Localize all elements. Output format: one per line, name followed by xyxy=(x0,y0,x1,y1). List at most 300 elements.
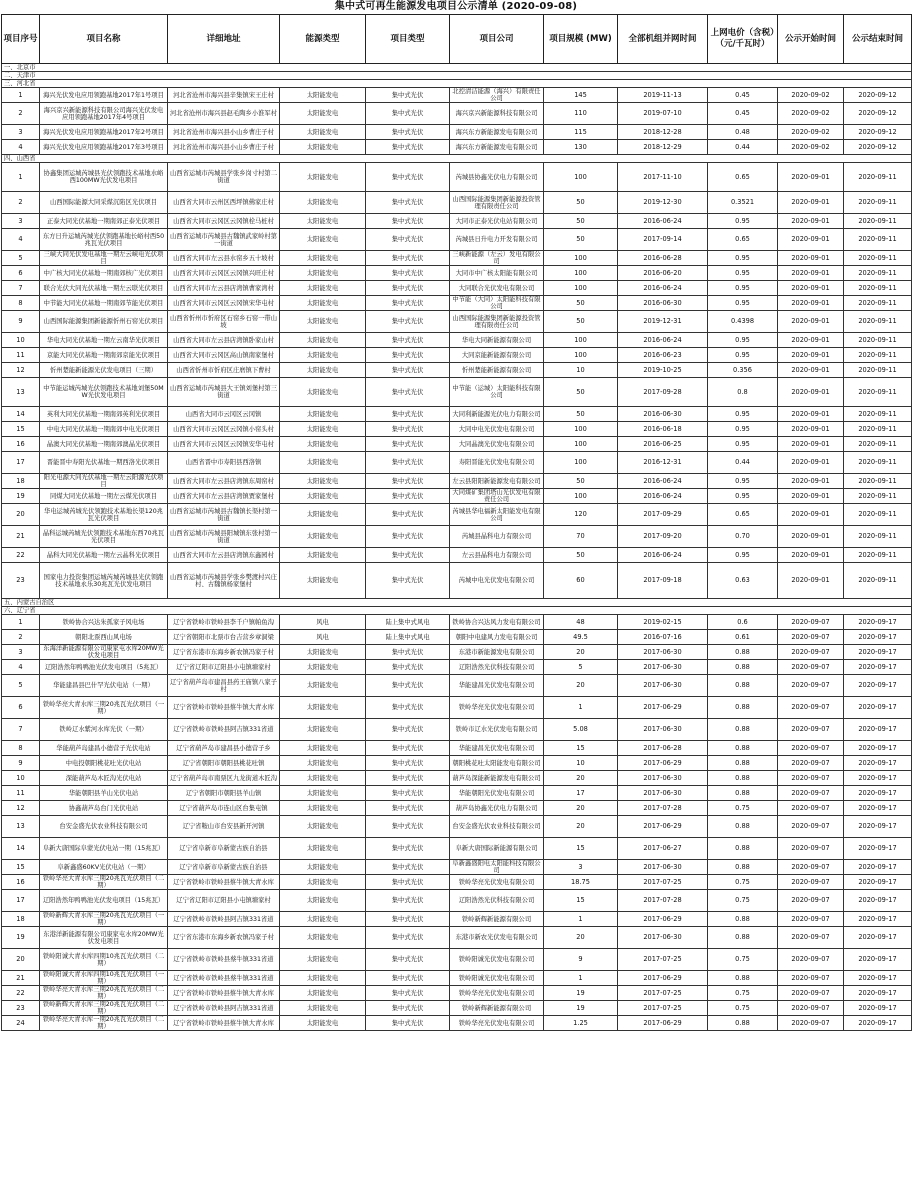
cell-mw: 100 xyxy=(544,422,618,437)
cell-no: 18 xyxy=(2,912,40,927)
cell-grid: 2017-07-28 xyxy=(618,890,708,912)
cell-addr: 山西省运城市芮城县学张乡岗寸村第二街道 xyxy=(168,163,280,192)
cell-company: 芮城县华电福新太阳能发电有限公司 xyxy=(450,504,544,526)
cell-end: 2020-09-11 xyxy=(844,437,912,452)
cell-energy: 太阳能发电 xyxy=(280,927,366,949)
cell-energy: 太阳能发电 xyxy=(280,675,366,697)
cell-price: 0.95 xyxy=(708,296,778,311)
cell-mw: 50 xyxy=(544,214,618,229)
table-row xyxy=(2,88,912,103)
cell-grid: 2016-07-16 xyxy=(618,630,708,645)
cell-company: 朝阳桃花吐太阳能发电有限公司 xyxy=(450,756,544,771)
table-row xyxy=(2,311,912,333)
cell-company: 铁岭华亮光伏发电有限公司 xyxy=(450,986,544,1001)
cell-mw: 100 xyxy=(544,489,618,504)
cell-price: 0.88 xyxy=(708,1016,778,1031)
cell-name: 忻州楚能新能源光伏发电项目（三期） xyxy=(40,363,168,378)
cell-price: 0.88 xyxy=(708,645,778,660)
cell-ptype: 陆上集中式风电 xyxy=(366,630,450,645)
cell-start: 2020-09-02 xyxy=(778,125,844,140)
cell-no: 4 xyxy=(2,140,40,155)
cell-end: 2020-09-12 xyxy=(844,88,912,103)
cell-name: 华能朝阳县羊山光伏电站 xyxy=(40,786,168,801)
cell-no: 1 xyxy=(2,615,40,630)
cell-start: 2020-09-01 xyxy=(778,407,844,422)
cell-addr: 辽宁省葫芦岛市连山区台集屯镇 xyxy=(168,801,280,816)
table-row xyxy=(2,630,912,645)
cell-grid: 2019-10-25 xyxy=(618,363,708,378)
cell-no: 3 xyxy=(2,214,40,229)
cell-end: 2020-09-11 xyxy=(844,348,912,363)
cell-price: 0.44 xyxy=(708,452,778,474)
table-row xyxy=(2,378,912,407)
cell-price: 0.6 xyxy=(708,615,778,630)
cell-name: 东港洋新能源有限公司康家屯水库20MW光伏发电项目 xyxy=(40,927,168,949)
col-header-energy-type: 能源类型 xyxy=(280,15,366,64)
cell-start: 2020-09-07 xyxy=(778,719,844,741)
cell-addr: 河北省沧州市海兴县小山乡曹庄子村 xyxy=(168,125,280,140)
cell-end: 2020-09-12 xyxy=(844,103,912,125)
cell-mw: 20 xyxy=(544,771,618,786)
table-row xyxy=(2,452,912,474)
cell-price: 0.88 xyxy=(708,971,778,986)
cell-energy: 太阳能发电 xyxy=(280,860,366,875)
table-row xyxy=(2,192,912,214)
cell-energy: 太阳能发电 xyxy=(280,816,366,838)
cell-company: 山西国际能源集团新能源投资管理有限责任公司 xyxy=(450,311,544,333)
cell-ptype: 集中式光伏 xyxy=(366,363,450,378)
cell-energy: 太阳能发电 xyxy=(280,756,366,771)
cell-end: 2020-09-12 xyxy=(844,140,912,155)
cell-start: 2020-09-01 xyxy=(778,266,844,281)
cell-end: 2020-09-17 xyxy=(844,719,912,741)
cell-start: 2020-09-07 xyxy=(778,890,844,912)
cell-start: 2020-09-01 xyxy=(778,526,844,548)
cell-name: 海兴京兴新能源科技有限公司海兴光伏发电应用领跑基地2017年4号项目 xyxy=(40,103,168,125)
cell-price: 0.88 xyxy=(708,756,778,771)
cell-ptype: 集中式光伏 xyxy=(366,771,450,786)
cell-no: 19 xyxy=(2,927,40,949)
cell-price: 0.8 xyxy=(708,378,778,407)
cell-end: 2020-09-17 xyxy=(844,675,912,697)
cell-name: 台安金盛光伏农业科技有限公司 xyxy=(40,816,168,838)
cell-start: 2020-09-01 xyxy=(778,214,844,229)
cell-mw: 100 xyxy=(544,251,618,266)
cell-no: 4 xyxy=(2,660,40,675)
cell-name: 协鑫集团运城芮城县光伏领跑技术基地水峪西100MW光伏发电项目 xyxy=(40,163,168,192)
cell-ptype: 集中式光伏 xyxy=(366,548,450,563)
cell-start: 2020-09-01 xyxy=(778,251,844,266)
cell-ptype: 集中式光伏 xyxy=(366,890,450,912)
cell-mw: 20 xyxy=(544,927,618,949)
cell-name: 三峡大同光伏发电基地一期左云峡电光伏项目 xyxy=(40,251,168,266)
cell-company: 海兴东方新能源发电有限公司 xyxy=(450,140,544,155)
cell-name: 海兴光伏发电应用领跑基地2017年3号项目 xyxy=(40,140,168,155)
cell-company: 台安金盛光伏农业科技有限公司 xyxy=(450,816,544,838)
cell-price: 0.4398 xyxy=(708,311,778,333)
table-row xyxy=(2,526,912,548)
cell-mw: 20 xyxy=(544,645,618,660)
cell-price: 0.95 xyxy=(708,214,778,229)
cell-end: 2020-09-11 xyxy=(844,548,912,563)
cell-start: 2020-09-07 xyxy=(778,771,844,786)
section-label: 一、北京市 xyxy=(2,64,912,72)
cell-addr: 山西省大同市云冈区云冈镇兴旺庄村 xyxy=(168,266,280,281)
cell-name: 铁岭华亮大青水库三期20兆瓦光伏项目（二期） xyxy=(40,986,168,1001)
cell-mw: 50 xyxy=(544,192,618,214)
cell-addr: 辽宁省朝阳市北票市台吉营乡章洞梁 xyxy=(168,630,280,645)
table-row xyxy=(2,875,912,890)
cell-no: 23 xyxy=(2,1001,40,1016)
cell-company: 铁岭新辉新能源有限公司 xyxy=(450,912,544,927)
section-row xyxy=(2,607,912,615)
cell-ptype: 集中式光伏 xyxy=(366,927,450,949)
cell-ptype: 集中式光伏 xyxy=(366,88,450,103)
cell-grid: 2016-06-18 xyxy=(618,422,708,437)
cell-name: 朝阳北票西山风电场 xyxy=(40,630,168,645)
cell-price: 0.356 xyxy=(708,363,778,378)
cell-no: 21 xyxy=(2,971,40,986)
cell-end: 2020-09-17 xyxy=(844,971,912,986)
table-row xyxy=(2,660,912,675)
table-row xyxy=(2,296,912,311)
table-row xyxy=(2,860,912,875)
cell-start: 2020-09-01 xyxy=(778,489,844,504)
cell-ptype: 陆上集中式风电 xyxy=(366,615,450,630)
cell-company: 铁岭华亮光伏发电有限公司 xyxy=(450,875,544,890)
cell-price: 0.88 xyxy=(708,771,778,786)
cell-addr: 山西省大同市云冈区云冈镇安华屯村 xyxy=(168,437,280,452)
cell-addr: 山西省晋中市寿阳县西洛镇 xyxy=(168,452,280,474)
cell-company: 铁岭新辉新能源有限公司 xyxy=(450,1001,544,1016)
cell-ptype: 集中式光伏 xyxy=(366,816,450,838)
cell-company: 华电大同新能源有限公司 xyxy=(450,333,544,348)
col-header-project-type: 项目类型 xyxy=(366,15,450,64)
cell-company: 大同利新能源光伏电力有限公司 xyxy=(450,407,544,422)
cell-no: 12 xyxy=(2,801,40,816)
cell-no: 8 xyxy=(2,741,40,756)
cell-energy: 太阳能发电 xyxy=(280,229,366,251)
cell-company: 大同市正泰光伏电站有限公司 xyxy=(450,214,544,229)
cell-company: 中节能（大同）太阳能科技有限公司 xyxy=(450,296,544,311)
cell-ptype: 集中式光伏 xyxy=(366,378,450,407)
table-row xyxy=(2,474,912,489)
cell-ptype: 集中式光伏 xyxy=(366,251,450,266)
cell-mw: 50 xyxy=(544,296,618,311)
table-row xyxy=(2,756,912,771)
cell-addr: 山西省运城市芮城县学张乡樊渡村兴庄村、古魏镇杨家堡村 xyxy=(168,563,280,599)
cell-name: 华电大同光伏基地一期左云南华光伏项目 xyxy=(40,333,168,348)
cell-name: 铁岭华亮大青水库三期20兆瓦光伏项目（二期） xyxy=(40,875,168,890)
cell-energy: 太阳能发电 xyxy=(280,363,366,378)
cell-mw: 1 xyxy=(544,697,618,719)
section-row xyxy=(2,72,912,80)
col-header-address: 详细地址 xyxy=(168,15,280,64)
cell-mw: 5.08 xyxy=(544,719,618,741)
cell-end: 2020-09-17 xyxy=(844,816,912,838)
cell-grid: 2017-06-29 xyxy=(618,697,708,719)
cell-mw: 145 xyxy=(544,88,618,103)
cell-grid: 2016-06-24 xyxy=(618,281,708,296)
cell-grid: 2019-07-10 xyxy=(618,103,708,125)
cell-energy: 太阳能发电 xyxy=(280,949,366,971)
cell-name: 京能大同光伏基地一期南郊京能光伏项目 xyxy=(40,348,168,363)
cell-company: 阜新鑫盛阳电太阳能科技有限公司 xyxy=(450,860,544,875)
cell-end: 2020-09-17 xyxy=(844,660,912,675)
cell-ptype: 集中式光伏 xyxy=(366,103,450,125)
cell-name: 华电运城芮城光伏领跑技术基地长渠120兆瓦光伏项目 xyxy=(40,504,168,526)
cell-addr: 山西省大同市左云县店湾镇东周窑村 xyxy=(168,474,280,489)
cell-addr: 山西省运城市芮城县古魏镇长渠村第一街道 xyxy=(168,504,280,526)
cell-start: 2020-09-01 xyxy=(778,311,844,333)
cell-company: 三峡新能源（左云）发电有限公司 xyxy=(450,251,544,266)
table-row xyxy=(2,615,912,630)
cell-addr: 辽宁省铁岭市铁岭县蔡牛镇大青水库 xyxy=(168,697,280,719)
cell-mw: 100 xyxy=(544,266,618,281)
cell-mw: 50 xyxy=(544,378,618,407)
cell-end: 2020-09-17 xyxy=(844,949,912,971)
cell-mw: 100 xyxy=(544,333,618,348)
cell-addr: 辽宁省铁岭市铁岭县李千户镇帕鱼沟 xyxy=(168,615,280,630)
col-header-name: 项目名称 xyxy=(40,15,168,64)
cell-no: 24 xyxy=(2,1016,40,1031)
cell-energy: 太阳能发电 xyxy=(280,281,366,296)
cell-start: 2020-09-02 xyxy=(778,88,844,103)
cell-price: 0.95 xyxy=(708,489,778,504)
cell-energy: 太阳能发电 xyxy=(280,771,366,786)
section-row xyxy=(2,599,912,607)
cell-grid: 2017-09-18 xyxy=(618,563,708,599)
cell-company: 寿阳晋能光伏发电有限公司 xyxy=(450,452,544,474)
cell-mw: 1 xyxy=(544,912,618,927)
cell-price: 0.65 xyxy=(708,229,778,251)
cell-addr: 河北省沧州市海兴县小山乡曹庄子村 xyxy=(168,140,280,155)
cell-end: 2020-09-11 xyxy=(844,311,912,333)
table-row xyxy=(2,675,912,697)
cell-company: 大同市中广核太阳能有限公司 xyxy=(450,266,544,281)
cell-ptype: 集中式光伏 xyxy=(366,281,450,296)
cell-company: 左云县阳阳新能源发电有限公司 xyxy=(450,474,544,489)
cell-name: 铁岭新辉大青水库三期20兆瓦光伏项目（二期） xyxy=(40,1001,168,1016)
cell-ptype: 集中式光伏 xyxy=(366,860,450,875)
cell-ptype: 集中式光伏 xyxy=(366,986,450,1001)
cell-grid: 2017-07-25 xyxy=(618,1001,708,1016)
cell-addr: 辽宁省葫芦岛市南票区九龙街道木匠沟 xyxy=(168,771,280,786)
cell-price: 0.88 xyxy=(708,660,778,675)
cell-mw: 15 xyxy=(544,741,618,756)
cell-addr: 山西省运城市芮城县大王镇刘堡村第三街道 xyxy=(168,378,280,407)
cell-price: 0.61 xyxy=(708,630,778,645)
table-row xyxy=(2,801,912,816)
cell-ptype: 集中式光伏 xyxy=(366,786,450,801)
cell-company: 大同晶澳光伏发电有限公司 xyxy=(450,437,544,452)
cell-end: 2020-09-11 xyxy=(844,526,912,548)
cell-name: 海兴光伏发电应用领跑基地2017年2号项目 xyxy=(40,125,168,140)
cell-name: 华能建昌县巴什罕光伏电站（一期） xyxy=(40,675,168,697)
cell-grid: 2017-09-14 xyxy=(618,229,708,251)
cell-start: 2020-09-07 xyxy=(778,860,844,875)
table-row xyxy=(2,719,912,741)
cell-no: 8 xyxy=(2,296,40,311)
col-header-company: 项目公司 xyxy=(450,15,544,64)
cell-company: 芮城县协鑫光伏电力有限公司 xyxy=(450,163,544,192)
cell-energy: 太阳能发电 xyxy=(280,311,366,333)
cell-name: 中节能运城芮城光伏领跑技术基地刘堡50MW光伏发电项目 xyxy=(40,378,168,407)
cell-mw: 120 xyxy=(544,504,618,526)
cell-price: 0.45 xyxy=(708,103,778,125)
cell-grid: 2016-06-20 xyxy=(618,266,708,281)
cell-ptype: 集中式光伏 xyxy=(366,407,450,422)
cell-start: 2020-09-07 xyxy=(778,971,844,986)
cell-no: 20 xyxy=(2,949,40,971)
cell-no: 16 xyxy=(2,875,40,890)
cell-start: 2020-09-01 xyxy=(778,348,844,363)
cell-end: 2020-09-17 xyxy=(844,875,912,890)
col-header-price: 上网电价（含税）（元/千瓦时） xyxy=(708,15,778,64)
cell-end: 2020-09-11 xyxy=(844,474,912,489)
cell-end: 2020-09-17 xyxy=(844,927,912,949)
cell-no: 15 xyxy=(2,860,40,875)
col-header-no: 项目序号 xyxy=(2,15,40,64)
cell-ptype: 集中式光伏 xyxy=(366,266,450,281)
cell-addr: 辽宁省辽阳市辽阳县小屯镇塘家村 xyxy=(168,890,280,912)
cell-mw: 1.25 xyxy=(544,1016,618,1031)
cell-start: 2020-09-01 xyxy=(778,229,844,251)
cell-start: 2020-09-01 xyxy=(778,192,844,214)
cell-end: 2020-09-17 xyxy=(844,645,912,660)
cell-energy: 太阳能发电 xyxy=(280,801,366,816)
cell-price: 0.65 xyxy=(708,163,778,192)
cell-end: 2020-09-11 xyxy=(844,407,912,422)
cell-mw: 50 xyxy=(544,229,618,251)
cell-price: 0.65 xyxy=(708,504,778,526)
cell-energy: 太阳能发电 xyxy=(280,563,366,599)
cell-company: 芮城县日升电力开发有限公司 xyxy=(450,229,544,251)
cell-addr: 辽宁省铁岭市铁岭县蔡牛镇大青水库 xyxy=(168,875,280,890)
cell-company: 东港市新农光伏发电有限公司 xyxy=(450,927,544,949)
cell-start: 2020-09-01 xyxy=(778,452,844,474)
cell-company: 山西国际能源集团新能源投资管理有限责任公司 xyxy=(450,192,544,214)
cell-end: 2020-09-12 xyxy=(844,125,912,140)
cell-name: 辽阳浩然年鸭鸭池光伏发电项目（5兆瓦） xyxy=(40,660,168,675)
cell-name: 铁岭阳诚大青水库四期10兆瓦光伏项目（一期） xyxy=(40,971,168,986)
cell-price: 0.88 xyxy=(708,741,778,756)
cell-end: 2020-09-17 xyxy=(844,801,912,816)
cell-energy: 太阳能发电 xyxy=(280,645,366,660)
cell-no: 2 xyxy=(2,630,40,645)
table-row xyxy=(2,333,912,348)
cell-energy: 太阳能发电 xyxy=(280,103,366,125)
table-body xyxy=(2,64,912,1031)
cell-price: 0.88 xyxy=(708,675,778,697)
cell-end: 2020-09-11 xyxy=(844,422,912,437)
cell-end: 2020-09-11 xyxy=(844,333,912,348)
cell-mw: 50 xyxy=(544,407,618,422)
cell-grid: 2017-07-25 xyxy=(618,949,708,971)
cell-end: 2020-09-11 xyxy=(844,378,912,407)
cell-grid: 2018-12-29 xyxy=(618,140,708,155)
cell-ptype: 集中式光伏 xyxy=(366,838,450,860)
cell-company: 大同联合光伏发电有限公司 xyxy=(450,281,544,296)
cell-end: 2020-09-17 xyxy=(844,1016,912,1031)
cell-price: 0.95 xyxy=(708,422,778,437)
col-header-end: 公示结束时间 xyxy=(844,15,912,64)
cell-energy: 太阳能发电 xyxy=(280,88,366,103)
cell-energy: 太阳能发电 xyxy=(280,504,366,526)
cell-start: 2020-09-07 xyxy=(778,949,844,971)
cell-end: 2020-09-17 xyxy=(844,786,912,801)
cell-addr: 山西省大同市云冈区云冈镇栓马桩村 xyxy=(168,214,280,229)
cell-energy: 太阳能发电 xyxy=(280,719,366,741)
cell-no: 13 xyxy=(2,816,40,838)
cell-company: 铁岭协合兴达风力发电有限公司 xyxy=(450,615,544,630)
cell-price: 0.95 xyxy=(708,474,778,489)
cell-end: 2020-09-11 xyxy=(844,563,912,599)
cell-company: 东港市新能源发电有限公司 xyxy=(450,645,544,660)
table-row xyxy=(2,771,912,786)
cell-addr: 山西省大同市云冈区云冈镇 xyxy=(168,407,280,422)
table-row xyxy=(2,816,912,838)
cell-ptype: 集中式光伏 xyxy=(366,348,450,363)
cell-no: 5 xyxy=(2,675,40,697)
cell-energy: 太阳能发电 xyxy=(280,266,366,281)
cell-name: 铁岭华亮大青水库三期20兆瓦光伏项目（一期） xyxy=(40,697,168,719)
cell-ptype: 集中式光伏 xyxy=(366,296,450,311)
cell-name: 铁岭阳诚大青水库四期10兆瓦光伏项目（二期） xyxy=(40,949,168,971)
cell-mw: 60 xyxy=(544,563,618,599)
cell-start: 2020-09-07 xyxy=(778,615,844,630)
cell-energy: 太阳能发电 xyxy=(280,890,366,912)
cell-grid: 2017-06-30 xyxy=(618,660,708,675)
table-row xyxy=(2,407,912,422)
table-row xyxy=(2,229,912,251)
cell-no: 6 xyxy=(2,697,40,719)
cell-energy: 太阳能发电 xyxy=(280,251,366,266)
cell-start: 2020-09-01 xyxy=(778,163,844,192)
cell-company: 铁岭阳诚光伏发电有限公司 xyxy=(450,971,544,986)
cell-mw: 100 xyxy=(544,281,618,296)
cell-no: 5 xyxy=(2,251,40,266)
cell-company: 左云县晶科电力有限公司 xyxy=(450,548,544,563)
cell-company: 北控清洁能源（海兴）有限责任公司 xyxy=(450,88,544,103)
cell-no: 3 xyxy=(2,645,40,660)
cell-name: 海兴光伏发电应用领跑基地2017年1号项目 xyxy=(40,88,168,103)
table-row xyxy=(2,140,912,155)
cell-mw: 5 xyxy=(544,660,618,675)
cell-grid: 2017-06-27 xyxy=(618,838,708,860)
cell-energy: 太阳能发电 xyxy=(280,971,366,986)
cell-start: 2020-09-01 xyxy=(778,474,844,489)
cell-grid: 2017-06-29 xyxy=(618,756,708,771)
cell-grid: 2019-12-31 xyxy=(618,311,708,333)
cell-addr: 辽宁省铁岭市铁岭县蔡牛镇大青水库 xyxy=(168,1016,280,1031)
cell-no: 7 xyxy=(2,281,40,296)
cell-no: 9 xyxy=(2,756,40,771)
cell-energy: 太阳能发电 xyxy=(280,125,366,140)
cell-price: 0.95 xyxy=(708,266,778,281)
cell-start: 2020-09-07 xyxy=(778,1016,844,1031)
cell-end: 2020-09-11 xyxy=(844,363,912,378)
cell-mw: 15 xyxy=(544,890,618,912)
cell-mw: 19 xyxy=(544,1001,618,1016)
cell-addr: 辽宁省阜新市阜新蒙古族自治县 xyxy=(168,860,280,875)
cell-energy: 太阳能发电 xyxy=(280,1001,366,1016)
cell-addr: 河北省沧州市海兴县赵毛陶乡小淮军村 xyxy=(168,103,280,125)
cell-addr: 辽宁省朝阳市朝阳县羊山镇 xyxy=(168,786,280,801)
cell-ptype: 集中式光伏 xyxy=(366,140,450,155)
cell-end: 2020-09-11 xyxy=(844,452,912,474)
cell-no: 22 xyxy=(2,548,40,563)
